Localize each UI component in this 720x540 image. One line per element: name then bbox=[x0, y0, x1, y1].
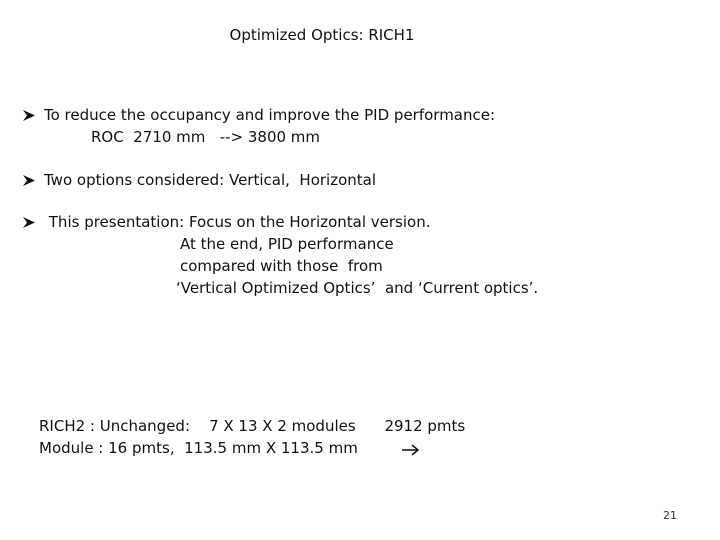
slide-title: Optimized Optics: RICH1 bbox=[229, 26, 415, 44]
rich2-line-1 bbox=[39, 415, 465, 437]
bullet-sub-line: compared with those from bbox=[180, 257, 383, 275]
right-arrow-icon bbox=[362, 419, 382, 433]
bullet-sub-line: ROC 2710 mm --> 3800 mm bbox=[91, 128, 321, 146]
bullet-text: To reduce the occupancy and improve the PID performance: bbox=[44, 106, 496, 124]
rich2-pmts-text: 2912 pmts bbox=[384, 417, 466, 435]
bullet-occupancy bbox=[22, 104, 495, 126]
bullet-text: This presentation: Focus on the Horizontal version. bbox=[44, 213, 431, 231]
rich2-info bbox=[39, 415, 465, 459]
arrowhead-bullet-icon bbox=[22, 104, 38, 126]
bullet-sub-line: At the end, PID performance bbox=[180, 235, 394, 253]
bullet-options bbox=[22, 169, 376, 191]
arrowhead-bullet-icon bbox=[22, 211, 38, 233]
rich2-modules-text: RICH2 : Unchanged: 7 X 13 X 2 modules bbox=[39, 417, 361, 435]
page-number: 21 bbox=[663, 509, 677, 522]
arrowhead-bullet-icon bbox=[22, 169, 38, 191]
bullet-presentation bbox=[22, 211, 430, 233]
rich2-line-2: Module : 16 pmts, 113.5 mm X 113.5 mm bbox=[39, 439, 358, 457]
bullet-text: Two options considered: Vertical, Horizontal bbox=[44, 171, 377, 189]
bullet-sub-line: ‘Vertical Optimized Optics’ and ‘Current optics’. bbox=[176, 279, 539, 297]
